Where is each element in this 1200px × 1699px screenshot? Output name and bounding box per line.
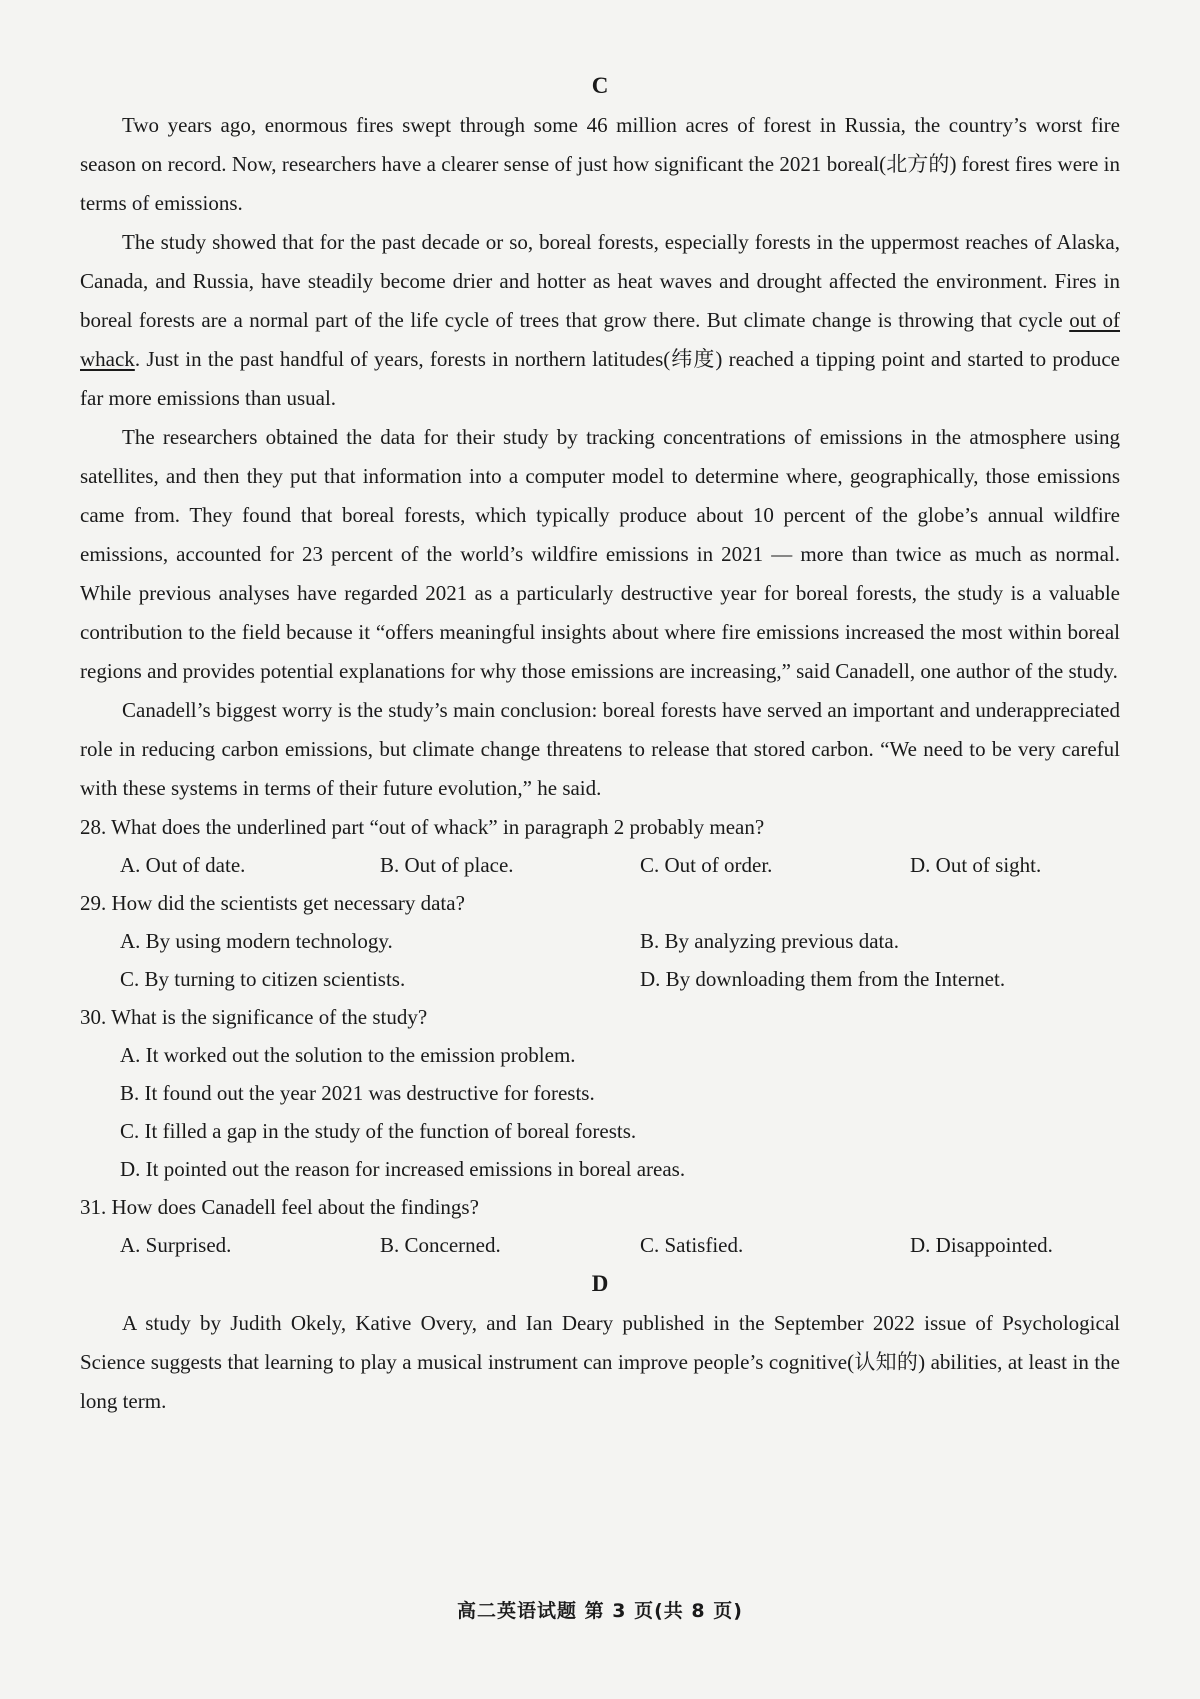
option-b: B. Out of place. [380, 853, 514, 877]
question-30 [80, 998, 1120, 1188]
paragraph-2-head: The study showed that for the past decade or so, boreal forests, especially forests in the uppermost reaches of Alaska, Canada, and Russia, have steadily become drier and hotter as heat waves and drought affected the environment. Fires in boreal forests are a normal part of the life cycle of trees that grow there. But climate change is throwing that cycle [80, 230, 1120, 332]
option-b: B. It found out the year 2021 was destructive for forests. [120, 1081, 595, 1105]
paragraph-2-tail: . Just in the past handful of years, forests in northern latitudes(纬度) reached a tipping point and started to produce far more emissions than usual. [80, 347, 1120, 410]
passage-c-paragraph-3: The researchers obtained the data for their study by tracking concentrations of emissions in the atmosphere using satellites, and then they put that information into a computer model to determine where, geographically, those emissions came from. They found that boreal forests, which typically produce about 10 percent of the globe’s annual wildfire emissions, accounted for 23 percent of the world’s wildfire emissions in 2021 — more than twice as much as normal. While previous analyses have regarded 2021 as a particularly destructive year for boreal forests, the study is a valuable contribution to the field because it “offers meaningful insights about where fire emissions increased the most within boreal regions and provides potential explanations for why those emissions are increasing,” said Canadell, one author of the study. [80, 425, 1120, 683]
section-d-heading: D [591, 1271, 609, 1296]
passage-c-paragraph-1: Two years ago, enormous fires swept through some 46 million acres of forest in Russia, the country’s worst fire season on record. Now, researchers have a clearer sense of just how significant the 2021 boreal(北方的) forest fires were in terms of emissions. [80, 113, 1120, 215]
question-31 [80, 1188, 1120, 1264]
question-29 [80, 884, 1120, 998]
section-c-heading: C [591, 73, 609, 98]
question-stem: 29. How did the scientists get necessary data? [80, 891, 465, 915]
underlined-phrase: out of whack [80, 308, 1121, 371]
question-stem: 31. How does Canadell feel about the findings? [80, 1195, 479, 1219]
passage-d-paragraph-1: A study by Judith Okely, Kative Overy, and Ian Deary published in the September 2022 issue of Psychological Science suggests that learning to play a musical instrument can improve people’s cognitive(认知的) abilities, at least in the long term. [80, 1311, 1120, 1413]
option-list [80, 922, 1120, 960]
question-stem: 28. What does the underlined part “out of whack” in paragraph 2 probably mean? [80, 815, 765, 839]
option-d: D. Out of sight. [910, 853, 1042, 877]
option-c: C. Satisfied. [640, 1233, 744, 1257]
page-footer: 高二英语试题 第 3 页(共 8 页) [457, 1600, 743, 1622]
option-c: C. Out of order. [640, 853, 773, 877]
option-b: B. By analyzing previous data. [640, 929, 899, 953]
option-c: C. It filled a gap in the study of the function of boreal forests. [120, 1119, 637, 1143]
option-d: D. By downloading them from the Internet. [640, 967, 1006, 991]
exam-page [80, 68, 1120, 1421]
option-c: C. By turning to citizen scientists. [120, 967, 406, 991]
option-a: A. It worked out the solution to the emission problem. [120, 1043, 576, 1067]
option-a: A. Out of date. [120, 853, 246, 877]
option-a: A. Surprised. [120, 1233, 232, 1257]
question-28 [80, 808, 1120, 884]
passage-c-paragraph-2 [80, 223, 1120, 418]
option-list [80, 1226, 1120, 1264]
option-list [80, 960, 1120, 998]
option-d: D. It pointed out the reason for increased emissions in boreal areas. [120, 1157, 686, 1181]
option-b: B. Concerned. [380, 1233, 501, 1257]
option-list [80, 846, 1120, 884]
option-a: A. By using modern technology. [120, 929, 393, 953]
question-stem: 30. What is the significance of the study? [80, 1005, 428, 1029]
option-d: D. Disappointed. [910, 1233, 1053, 1257]
passage-c-paragraph-4: Canadell’s biggest worry is the study’s main conclusion: boreal forests have served an important and underappreciated role in reducing carbon emissions, but climate change threatens to release that stored carbon. “We need to be very careful with these systems in terms of their future evolution,” he said. [80, 698, 1120, 800]
